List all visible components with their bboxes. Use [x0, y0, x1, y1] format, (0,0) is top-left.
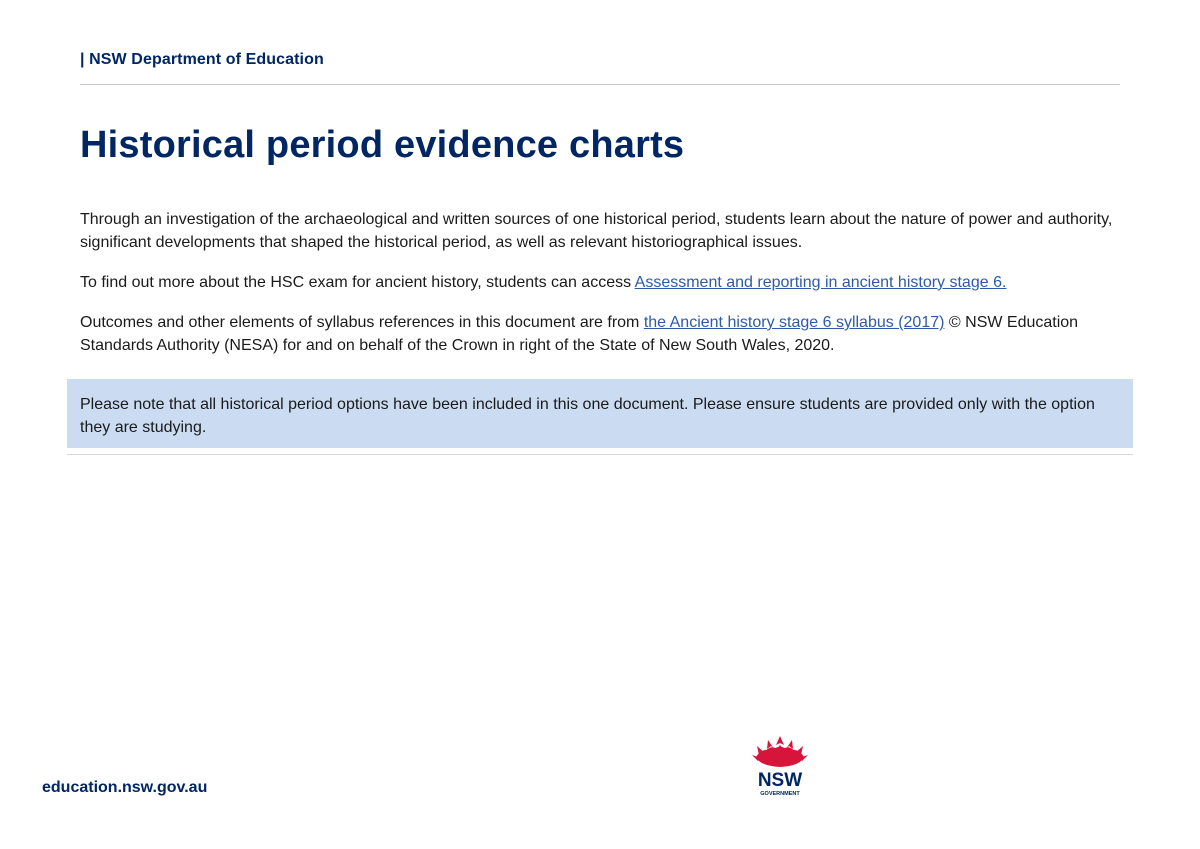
nsw-government-logo [744, 733, 816, 799]
note-divider [67, 454, 1133, 455]
header-organisation: | NSW Department of Education [80, 51, 324, 68]
syllabus-reference-suffix: © NSW Education Standards Authority (NESA) for and on behalf of the Crown in right of the State of New South Wales, 2020. [80, 314, 1079, 354]
syllabus-link[interactable]: the Ancient history stage 6 syllabus (2017) [643, 314, 945, 331]
hsc-exam-paragraph [80, 271, 1125, 294]
assessment-reporting-link[interactable]: Assessment and reporting in ancient history stage 6. [634, 274, 1007, 291]
syllabus-reference-paragraph [80, 311, 1125, 357]
intro-paragraph [80, 208, 1125, 254]
syllabus-reference-prefix: Outcomes and other elements of syllabus references in this document are from [80, 314, 644, 331]
intro-paragraph-text: Through an investigation of the archaeological and written sources of one historical period, students learn about the nature of power and authority, significant developments that shaped the historical period, as well as relevant historiographical issues. [80, 211, 1113, 251]
logo-wordmark: NSW [757, 770, 803, 791]
hsc-exam-paragraph-text: To find out more about the HSC exam for ancient history, students can access [80, 274, 635, 291]
document-title: Historical period evidence charts [80, 124, 685, 166]
waratah-icon [752, 736, 808, 767]
footer-url: education.nsw.gov.au [42, 779, 208, 796]
note-text: Please note that all historical period options have been included in this one document. Please ensure students are provided only with the option they are studying. [80, 396, 1095, 436]
header-divider [80, 84, 1120, 85]
note-callout [67, 379, 1133, 448]
logo-subtext: GOVERNMENT [760, 791, 800, 797]
